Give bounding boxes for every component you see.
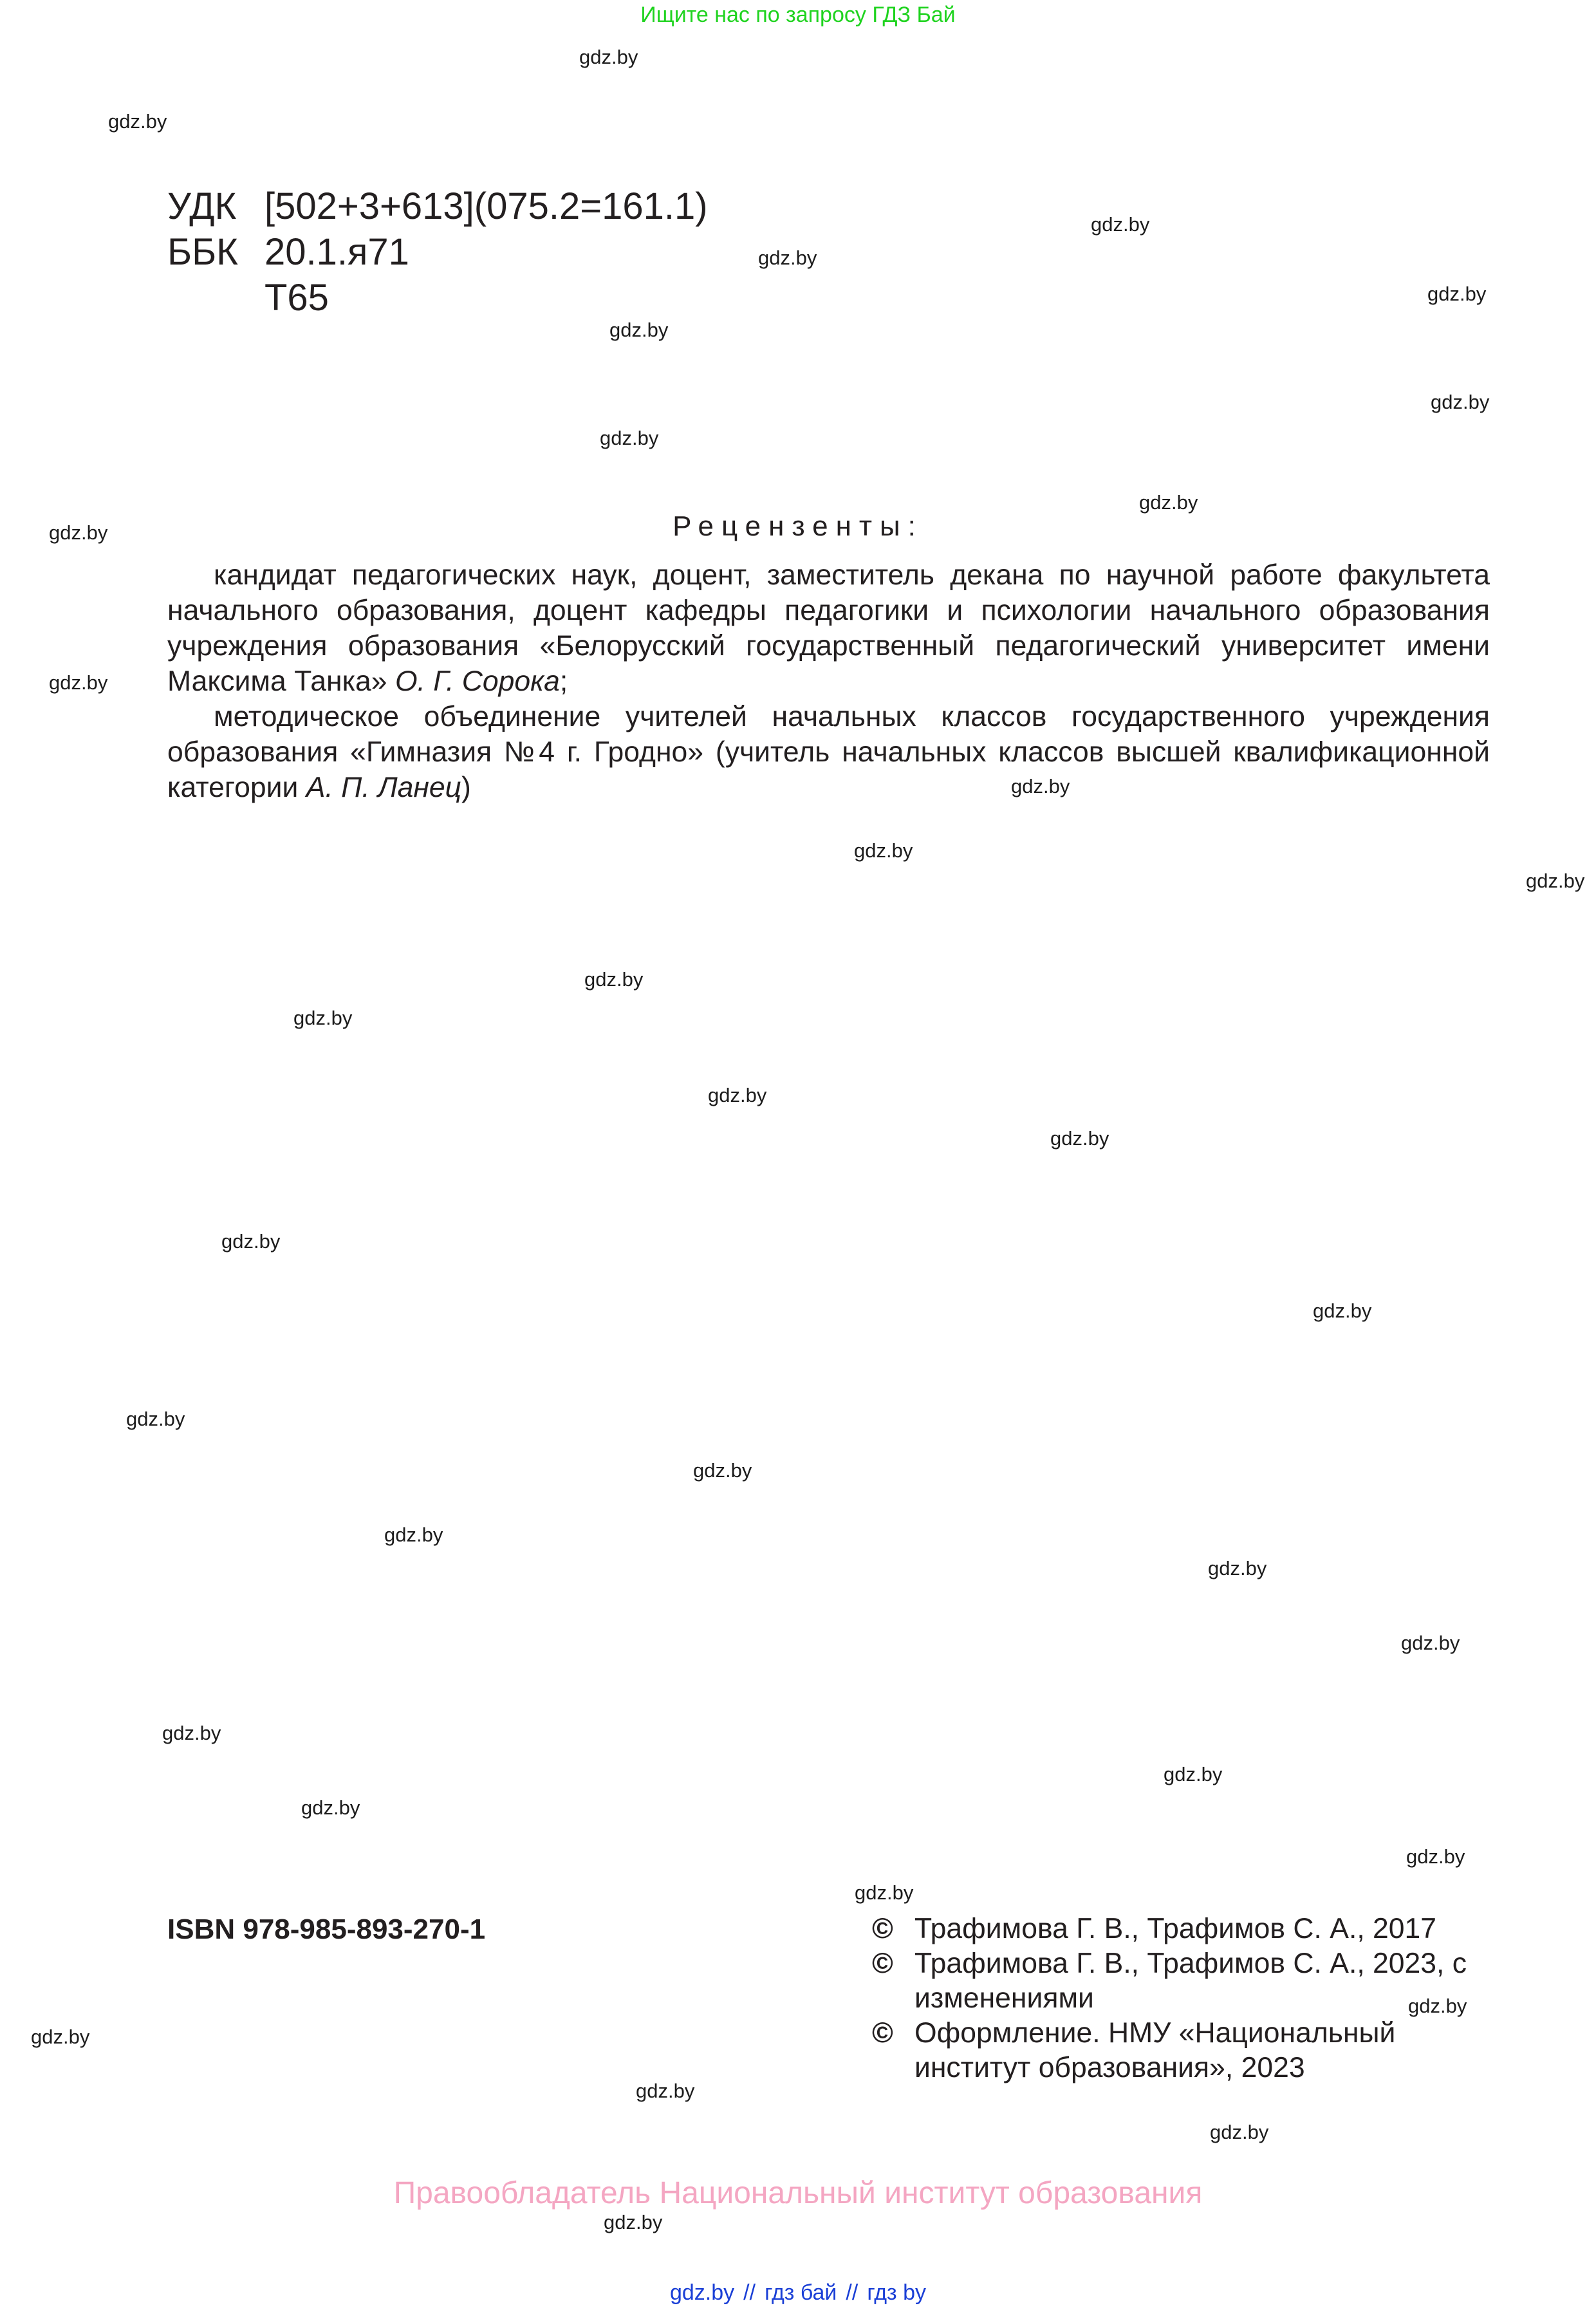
watermark: gdz.by [600,427,659,449]
watermark: gdz.by [855,1881,914,1904]
watermark: gdz.by [293,1007,353,1029]
code-value: [502+3+613](075.2=161.1) [264,185,708,227]
footer-link-gdz-by[interactable]: gdz.by [669,2280,735,2305]
isbn: ISBN 978-985-893-270-1 [167,1914,486,1945]
watermark: gdz.by [693,1459,752,1482]
footer-link-gdz-bai[interactable]: гдз бай [765,2280,837,2305]
watermark: gdz.by [604,2211,663,2233]
watermark: gdz.by [1011,775,1070,797]
footer-separator: // [743,2280,756,2305]
copyright-icon: © [872,1948,893,1979]
code-label: ББК [167,231,238,273]
watermark: gdz.by [579,46,638,68]
copyright-text: Трафимова Г. В., Трафимов С. А., 2017 [914,1913,1437,1944]
watermark: gdz.by [1164,1763,1223,1785]
copyright-line [872,1912,1503,1946]
watermark: gdz.by [1427,283,1487,305]
reviewer-text: методическое объединение учителей начальных классов государственного учреждения образования «Гимназия №4 г. Гродно» (учитель начальных классов высшей квалификационной категории [167,701,1490,803]
top-banner: Ищите нас по запросу ГДЗ Бай [640,3,956,27]
owner-notice: Правообладатель Национальный институт образования [393,2176,1203,2210]
reviewer-name: А. П. Ланец [306,772,462,803]
watermark: gdz.by [1050,1127,1109,1150]
udk-row [167,183,708,229]
copyright-icon: © [872,1913,893,1944]
copyright-block [872,1912,1503,2085]
watermark: gdz.by [49,521,108,544]
footer-separator: // [846,2280,858,2305]
watermark: gdz.by [31,2026,90,2048]
watermark: gdz.by [108,110,167,133]
watermark: gdz.by [1139,491,1198,514]
watermark: gdz.by [854,839,913,862]
classification-codes [167,183,708,321]
copyright-text: Оформление. НМУ «Национальный институт образования», 2023 [914,2017,1396,2083]
reviewer-name: О. Г. Сорока [394,666,560,697]
bbk-row [167,229,708,275]
copyright-line [872,2016,1503,2085]
reviewer-tail: ) [461,772,471,803]
reviewer-text: кандидат педагогических наук, доцент, заместитель декана по научной работе факультета начального образования, доцент кафедры педагогики и психологии начального образования учреждения образования «Белорусский государственный педагогический университет имени Максима Танка» [167,559,1490,697]
watermark: gdz.by [636,2080,695,2102]
watermark: gdz.by [708,1084,767,1106]
reviewer-item [167,699,1490,805]
watermark: gdz.by [1431,391,1490,413]
watermark: gdz.by [221,1230,281,1253]
watermark: gdz.by [1526,870,1585,892]
code-value: 20.1.я71 [264,231,409,273]
watermark: gdz.by [301,1796,360,1819]
code-label: УДК [167,185,237,227]
copyright-text: Трафимова Г. В., Трафимов С. А., 2023, с изменениями [914,1948,1467,2014]
watermark: gdz.by [1208,1557,1267,1579]
watermark: gdz.by [758,247,817,269]
watermark: gdz.by [1408,1995,1467,2017]
footer-links [0,2278,1596,2307]
watermark: gdz.by [49,671,108,694]
reviewers-list [167,557,1490,805]
footer-link-gdz-by-cyr[interactable]: гдз by [867,2280,926,2305]
watermark: gdz.by [1091,213,1150,236]
copyright-line [872,1946,1503,2016]
watermark: gdz.by [1313,1299,1372,1322]
watermark: gdz.by [609,319,669,341]
reviewers-title: Рецензенты: [673,510,923,542]
watermark: gdz.by [384,1523,443,1546]
watermark: gdz.by [162,1722,221,1744]
watermark: gdz.by [1401,1632,1460,1654]
copyright-icon: © [872,2017,893,2049]
watermark: gdz.by [1210,2121,1269,2143]
author-mark-row [167,275,708,321]
reviewer-tail: ; [559,666,568,697]
watermark: gdz.by [126,1408,185,1430]
reviewer-item [167,557,1490,699]
code-value: Т65 [264,277,329,319]
watermark: gdz.by [584,968,644,991]
watermark: gdz.by [1406,1845,1465,1868]
